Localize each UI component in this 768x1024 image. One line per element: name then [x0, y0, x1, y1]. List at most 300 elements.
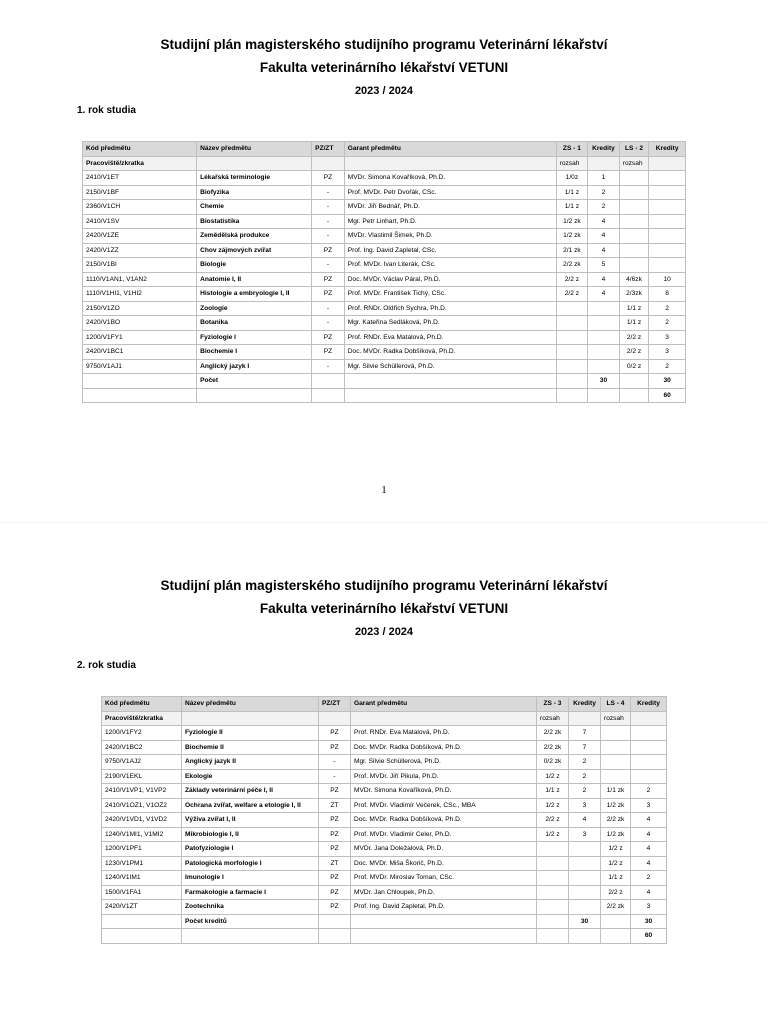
title-line-2: Fakulta veterinárního lékařství VETUNI: [259, 60, 509, 75]
cell-code: 2420/V1ZZ: [83, 243, 197, 258]
cell-code: 2410/V1SV: [83, 214, 197, 229]
cell-ls-credits: 8: [649, 287, 686, 302]
table-row: [83, 185, 686, 200]
subheader-zs-range: rozsah: [556, 156, 588, 171]
table-row: [102, 842, 667, 857]
total-summer-credits: 30: [649, 374, 686, 389]
cell-name: Chemie: [197, 200, 312, 215]
table-row: [83, 316, 686, 331]
header-ls-credits: Kredity: [649, 142, 686, 157]
cell-ls-range: [601, 740, 631, 755]
cell-empty: [312, 388, 345, 403]
cell-zs-credits: 4: [588, 229, 620, 244]
cell-type: PZ: [312, 330, 345, 345]
cell-zs-credits: [588, 330, 620, 345]
cell-guarantor: Mgr. Silvie Schüllerová, Ph.D.: [344, 359, 556, 374]
cell-ls-range: [619, 185, 649, 200]
cell-zs-range: 1/2 z: [537, 827, 569, 842]
cell-zs-range: 1/1 z: [556, 200, 588, 215]
cell-code: 1110/V1AN1, V1AN2: [83, 272, 197, 287]
cell-name: Fyziologie I: [197, 330, 312, 345]
cell-type: PZ: [319, 827, 351, 842]
cell-name: Anglický jazyk II: [182, 755, 319, 770]
cell-name: Biochemie I: [197, 345, 312, 360]
cell-guarantor: Mgr. Petr Linhart, Ph.D.: [344, 214, 556, 229]
table-subheader-row: [83, 156, 686, 171]
cell-code: 2360/V1CH: [83, 200, 197, 215]
cell-zs-credits: 2: [569, 784, 601, 799]
cell-ls-range: 1/1 z: [619, 316, 649, 331]
cell-zs-credits: 7: [569, 740, 601, 755]
cell-zs-range: 1/2 z: [537, 769, 569, 784]
cell-name: Zemědělská produkce: [197, 229, 312, 244]
cell-name: Chov zájmových zvířat: [197, 243, 312, 258]
cell-zs-range: [537, 871, 569, 886]
cell-ls-credits: [649, 243, 686, 258]
cell-zs-credits: 2: [569, 755, 601, 770]
cell-ls-range: [619, 214, 649, 229]
cell-zs-credits: [569, 871, 601, 886]
section-heading: 2. rok studia: [77, 660, 136, 671]
grand-total-row: [102, 929, 667, 944]
cell-ls-range: 1/2 zk: [601, 827, 631, 842]
total-row: [102, 914, 667, 929]
cell-zs-range: 1/1 z: [556, 185, 588, 200]
cell-type: -: [312, 229, 345, 244]
subheader-name: [182, 711, 319, 726]
cell-zs-credits: 2: [569, 769, 601, 784]
cell-name: Biofyzika: [197, 185, 312, 200]
cell-guarantor: Prof. Ing. David Zapletal, Ph.D.: [351, 900, 537, 915]
cell-guarantor: Prof. Ing. David Zapletal, CSc.: [344, 243, 556, 258]
cell-code: 2150/V1ZO: [83, 301, 197, 316]
cell-code: 2150/V1BI: [83, 258, 197, 273]
cell-type: PZ: [319, 900, 351, 915]
subheader-ls-range: rozsah: [601, 711, 631, 726]
cell-type: PZ: [312, 171, 345, 186]
cell-zs-credits: 1: [588, 171, 620, 186]
cell-type: -: [319, 769, 351, 784]
cell-name: Lékařská terminologie: [197, 171, 312, 186]
cell-empty: [537, 929, 569, 944]
cell-guarantor: Prof. MVDr. Miroslav Toman, CSc.: [351, 871, 537, 886]
table-row: [83, 171, 686, 186]
study-plan-table-year-2: [101, 696, 667, 944]
table-header-row: [83, 142, 686, 157]
table-row: [83, 258, 686, 273]
cell-name: Biostatistika: [197, 214, 312, 229]
cell-zs-credits: [588, 316, 620, 331]
cell-zs-range: [556, 359, 588, 374]
cell-empty: [102, 914, 182, 929]
cell-zs-credits: 3: [569, 798, 601, 813]
cell-type: PZ: [319, 784, 351, 799]
cell-code: 2410/V1OZ1, V1OZ2: [102, 798, 182, 813]
page-number: 1: [381, 484, 387, 496]
cell-guarantor: Prof. RNDr. Eva Matalová, Ph.D.: [344, 330, 556, 345]
cell-ls-range: [601, 769, 631, 784]
cell-ls-credits: [649, 214, 686, 229]
cell-name: Základy veterinární péče I, II: [182, 784, 319, 799]
cell-zs-range: 2/2 zk: [537, 726, 569, 741]
cell-ls-range: 2/2 z: [601, 885, 631, 900]
cell-zs-credits: [588, 301, 620, 316]
cell-zs-range: [556, 316, 588, 331]
header-name: Název předmětu: [197, 142, 312, 157]
subheader-code: Pracoviště/zkratka: [102, 711, 182, 726]
header-type: PZ/ZT: [319, 697, 351, 712]
cell-ls-range: 1/1 zk: [601, 784, 631, 799]
cell-name: Biochemie II: [182, 740, 319, 755]
cell-code: 1240/V1MI1, V1MI2: [102, 827, 182, 842]
cell-code: 1230/V1PM1: [102, 856, 182, 871]
cell-guarantor: Doc. MVDr. Radka Dobšíková, Ph.D.: [344, 345, 556, 360]
cell-zs-range: [537, 856, 569, 871]
cell-zs-range: [537, 842, 569, 857]
cell-empty: [537, 914, 569, 929]
cell-ls-credits: 3: [631, 900, 667, 915]
document-title: [0, 577, 768, 641]
cell-zs-range: [556, 330, 588, 345]
cell-zs-credits: 4: [569, 813, 601, 828]
cell-empty: [619, 388, 649, 403]
cell-name: Ochrana zvířat, welfare a etologie I, II: [182, 798, 319, 813]
cell-name: Imunologie I: [182, 871, 319, 886]
cell-name: Anatomie I, II: [197, 272, 312, 287]
cell-zs-range: 2/2 zk: [556, 258, 588, 273]
header-zs-range: ZS - 1: [556, 142, 588, 157]
title-line-1: Studijní plán magisterského studijního programu Veterinární lékařství: [160, 37, 608, 52]
cell-ls-credits: [649, 200, 686, 215]
table-row: [83, 214, 686, 229]
cell-type: -: [312, 258, 345, 273]
table-row: [102, 871, 667, 886]
cell-ls-range: 1/2 zk: [601, 798, 631, 813]
header-zs-credits: Kredity: [569, 697, 601, 712]
table-row: [83, 200, 686, 215]
cell-code: 1500/V1FA1: [102, 885, 182, 900]
cell-type: -: [319, 755, 351, 770]
subheader-name: [197, 156, 312, 171]
cell-empty: [601, 914, 631, 929]
table-row: [102, 726, 667, 741]
cell-zs-credits: [588, 345, 620, 360]
table-row: [102, 856, 667, 871]
cell-zs-credits: 5: [588, 258, 620, 273]
cell-code: 2420/V1ZE: [83, 229, 197, 244]
table-row: [83, 287, 686, 302]
cell-ls-credits: [649, 229, 686, 244]
table-subheader-row: [102, 711, 667, 726]
cell-empty: [619, 374, 649, 389]
cell-guarantor: Prof. RNDr. Eva Matalová, Ph.D.: [351, 726, 537, 741]
cell-name: Farmakologie a farmacie I: [182, 885, 319, 900]
cell-name: Patofyziologie I: [182, 842, 319, 857]
subheader-zs-credits: [569, 711, 601, 726]
cell-zs-range: 2/1 zk: [556, 243, 588, 258]
cell-guarantor: Doc. MVDr. Radka Dobšíková, Ph.D.: [351, 740, 537, 755]
cell-empty: [312, 374, 345, 389]
cell-ls-range: [619, 200, 649, 215]
table-row: [102, 827, 667, 842]
cell-ls-credits: 2: [631, 871, 667, 886]
cell-zs-range: 1/1 z: [537, 784, 569, 799]
cell-empty: [556, 388, 588, 403]
cell-empty: [556, 374, 588, 389]
cell-name: Zootechnika: [182, 900, 319, 915]
cell-ls-credits: [649, 258, 686, 273]
cell-code: 9750/V1AJ2: [102, 755, 182, 770]
cell-name: Histologie a embryologie I, II: [197, 287, 312, 302]
table-row: [83, 330, 686, 345]
cell-ls-range: 2/2 zk: [601, 900, 631, 915]
total-winter-credits: 30: [588, 374, 620, 389]
header-ls-range: LS - 2: [619, 142, 649, 157]
cell-empty: [588, 388, 620, 403]
cell-code: 9750/V1AJ1: [83, 359, 197, 374]
cell-empty: [569, 929, 601, 944]
grand-total-row: [83, 388, 686, 403]
cell-type: PZ: [312, 243, 345, 258]
header-ls-range: LS - 4: [601, 697, 631, 712]
cell-empty: [182, 929, 319, 944]
cell-type: -: [312, 185, 345, 200]
page-divider: [0, 522, 768, 523]
cell-ls-credits: 4: [631, 856, 667, 871]
section-heading: 1. rok studia: [77, 105, 136, 116]
cell-guarantor: Prof. MVDr. Vladimír Celer, Ph.D.: [351, 827, 537, 842]
cell-ls-credits: 4: [631, 827, 667, 842]
total-row: [83, 374, 686, 389]
cell-zs-credits: 4: [588, 214, 620, 229]
table-row: [102, 755, 667, 770]
cell-ls-credits: 2: [631, 784, 667, 799]
cell-zs-credits: 7: [569, 726, 601, 741]
cell-zs-range: 2/2 z: [556, 272, 588, 287]
cell-type: -: [312, 359, 345, 374]
subheader-zs-credits: [588, 156, 620, 171]
cell-empty: [83, 388, 197, 403]
cell-guarantor: Prof. MVDr. Vladimír Večerek, CSc., MBA: [351, 798, 537, 813]
table-row: [83, 345, 686, 360]
subheader-code: Pracoviště/zkratka: [83, 156, 197, 171]
cell-guarantor: Mgr. Kateřina Sedláková, Ph.D.: [344, 316, 556, 331]
cell-type: PZ: [319, 726, 351, 741]
cell-zs-credits: [569, 842, 601, 857]
cell-zs-range: 0/2 zk: [537, 755, 569, 770]
table-row: [102, 740, 667, 755]
cell-ls-range: 2/2 z: [619, 345, 649, 360]
cell-ls-range: [601, 755, 631, 770]
cell-zs-credits: 2: [588, 185, 620, 200]
cell-zs-range: [556, 301, 588, 316]
cell-ls-credits: [631, 740, 667, 755]
header-type: PZ/ZT: [312, 142, 345, 157]
cell-guarantor: Prof. MVDr. Jiří Pikula, Ph.D.: [351, 769, 537, 784]
cell-ls-range: [619, 171, 649, 186]
cell-ls-range: 4/6zk: [619, 272, 649, 287]
header-zs-credits: Kredity: [588, 142, 620, 157]
cell-code: 1240/V1IM1: [102, 871, 182, 886]
cell-type: -: [312, 214, 345, 229]
cell-type: PZ: [312, 345, 345, 360]
cell-guarantor: Mgr. Silvie Schüllerová, Ph.D.: [351, 755, 537, 770]
cell-guarantor: MVDr. Simona Kovaříková, Ph.D.: [351, 784, 537, 799]
cell-zs-range: 1/2 zk: [556, 229, 588, 244]
cell-type: PZ: [312, 272, 345, 287]
cell-ls-range: 2/3zk: [619, 287, 649, 302]
cell-code: 2420/V1VD1, V1VD2: [102, 813, 182, 828]
table-row: [102, 798, 667, 813]
cell-zs-range: 2/2 z: [556, 287, 588, 302]
subheader-ls-range: rozsah: [619, 156, 649, 171]
cell-code: 1200/V1FY2: [102, 726, 182, 741]
total-winter-credits: 30: [569, 914, 601, 929]
cell-ls-range: 1/1 z: [601, 871, 631, 886]
cell-ls-range: 0/2 z: [619, 359, 649, 374]
cell-code: 1110/V1HI1, V1HI2: [83, 287, 197, 302]
cell-type: ZT: [319, 856, 351, 871]
cell-name: Zoologie: [197, 301, 312, 316]
cell-guarantor: Prof. MVDr. František Tichý, CSc.: [344, 287, 556, 302]
cell-name: Botanika: [197, 316, 312, 331]
subheader-type: [319, 711, 351, 726]
cell-empty: [83, 374, 197, 389]
table-row: [102, 885, 667, 900]
header-guarantor: Garant předmětu: [344, 142, 556, 157]
cell-name: Anglický jazyk I: [197, 359, 312, 374]
cell-ls-credits: [649, 185, 686, 200]
header-guarantor: Garant předmětu: [351, 697, 537, 712]
cell-ls-credits: [631, 726, 667, 741]
total-label: Počet kreditů: [182, 914, 319, 929]
cell-type: -: [312, 301, 345, 316]
cell-ls-credits: 3: [649, 345, 686, 360]
table-row: [102, 900, 667, 915]
cell-type: PZ: [312, 287, 345, 302]
cell-ls-range: [619, 258, 649, 273]
cell-type: PZ: [319, 813, 351, 828]
grand-total-credits: 60: [631, 929, 667, 944]
header-name: Název předmětu: [182, 697, 319, 712]
cell-ls-credits: [631, 755, 667, 770]
cell-ls-credits: 2: [649, 359, 686, 374]
cell-ls-credits: 10: [649, 272, 686, 287]
cell-ls-credits: [649, 171, 686, 186]
cell-ls-credits: 4: [631, 813, 667, 828]
header-zs-range: ZS - 3: [537, 697, 569, 712]
cell-ls-range: 1/2 z: [601, 856, 631, 871]
cell-name: Mikrobiologie I, II: [182, 827, 319, 842]
table-row: [83, 272, 686, 287]
document-title: [0, 36, 768, 100]
grand-total-credits: 60: [649, 388, 686, 403]
cell-zs-credits: [588, 359, 620, 374]
cell-ls-range: 2/2 zk: [601, 813, 631, 828]
cell-guarantor: Doc. MVDr. Václav Páral, Ph.D.: [344, 272, 556, 287]
title-line-2: Fakulta veterinárního lékařství VETUNI: [259, 601, 509, 616]
cell-type: PZ: [319, 871, 351, 886]
cell-ls-credits: 2: [649, 316, 686, 331]
cell-zs-credits: [569, 900, 601, 915]
cell-zs-credits: 4: [588, 272, 620, 287]
cell-zs-range: [537, 885, 569, 900]
cell-zs-credits: 2: [588, 200, 620, 215]
cell-ls-credits: 3: [631, 798, 667, 813]
cell-ls-range: [601, 726, 631, 741]
table-row: [102, 784, 667, 799]
cell-code: 2420/V1BC2: [102, 740, 182, 755]
cell-guarantor: Prof. RNDr. Oldřich Sychra, Ph.D.: [344, 301, 556, 316]
subheader-guarantor: [351, 711, 537, 726]
table-row: [83, 243, 686, 258]
cell-type: -: [312, 200, 345, 215]
cell-guarantor: Prof. MVDr. Ivan Literák, CSc.: [344, 258, 556, 273]
cell-code: 2420/V1ZT: [102, 900, 182, 915]
cell-name: Ekologie: [182, 769, 319, 784]
cell-ls-credits: 4: [631, 842, 667, 857]
total-summer-credits: 30: [631, 914, 667, 929]
cell-name: Biologie: [197, 258, 312, 273]
cell-guarantor: MVDr. Vlastimil Šimek, Ph.D.: [344, 229, 556, 244]
cell-zs-credits: [569, 856, 601, 871]
cell-code: 2410/V1VP1, V1VP2: [102, 784, 182, 799]
cell-name: Patologická morfologie I: [182, 856, 319, 871]
cell-guarantor: MVDr. Jan Chloupek, Ph.D.: [351, 885, 537, 900]
cell-guarantor: Prof. MVDr. Petr Dvořák, CSc.: [344, 185, 556, 200]
cell-empty: [601, 929, 631, 944]
cell-code: 2150/V1BF: [83, 185, 197, 200]
table-row: [83, 229, 686, 244]
cell-ls-range: 2/2 z: [619, 330, 649, 345]
cell-zs-credits: 3: [569, 827, 601, 842]
cell-code: 2420/V1BC1: [83, 345, 197, 360]
cell-name: Výživa zvířat I, II: [182, 813, 319, 828]
cell-type: PZ: [319, 885, 351, 900]
cell-name: Fyziologie II: [182, 726, 319, 741]
cell-zs-range: [556, 345, 588, 360]
header-code: Kód předmětu: [83, 142, 197, 157]
cell-guarantor: MVDr. Jana Doležalová, Ph.D.: [351, 842, 537, 857]
cell-guarantor: Doc. MVDr. Radka Dobšíková, Ph.D.: [351, 813, 537, 828]
cell-empty: [344, 374, 556, 389]
cell-ls-credits: 3: [649, 330, 686, 345]
cell-ls-credits: [631, 769, 667, 784]
cell-empty: [344, 388, 556, 403]
header-ls-credits: Kredity: [631, 697, 667, 712]
cell-ls-range: 1/2 z: [601, 842, 631, 857]
study-plan-table-year-1: [82, 141, 686, 403]
cell-type: -: [312, 316, 345, 331]
total-label: Počet: [197, 374, 312, 389]
cell-code: 1200/V1PF1: [102, 842, 182, 857]
cell-guarantor: MVDr. Simona Kovaříková, Ph.D.: [344, 171, 556, 186]
cell-empty: [102, 929, 182, 944]
table-row: [102, 813, 667, 828]
cell-empty: [351, 914, 537, 929]
cell-empty: [319, 914, 351, 929]
table-header-row: [102, 697, 667, 712]
cell-zs-range: 1/2 z: [537, 798, 569, 813]
cell-code: 2190/V1EKL: [102, 769, 182, 784]
subheader-zs-range: rozsah: [537, 711, 569, 726]
cell-code: 2420/V1BO: [83, 316, 197, 331]
subheader-ls-credits: [631, 711, 667, 726]
cell-code: 2410/V1ET: [83, 171, 197, 186]
table-row: [102, 769, 667, 784]
cell-type: PZ: [319, 842, 351, 857]
title-line-1: Studijní plán magisterského studijního programu Veterinární lékařství: [160, 578, 608, 593]
